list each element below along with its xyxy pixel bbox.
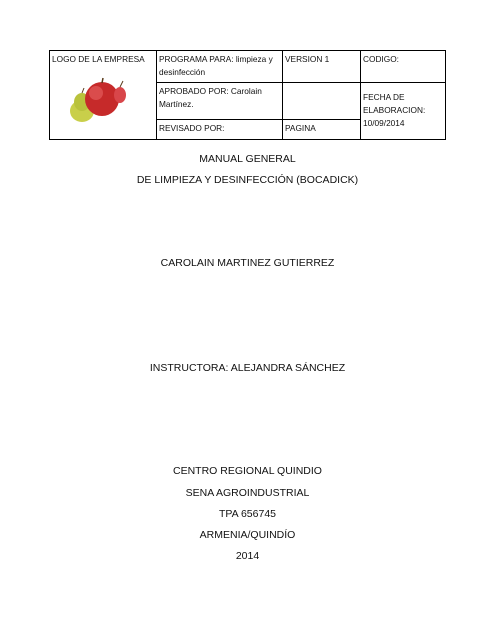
fecha-cell <box>361 83 446 140</box>
instructor-name: INSTRUCTORA: ALEJANDRA SÁNCHEZ <box>149 362 346 374</box>
codigo-cell: CODIGO: <box>361 51 446 83</box>
revisado-cell: REVISADO POR: <box>157 119 283 139</box>
pagina-cell: PAGINA <box>283 119 361 139</box>
title-line-1: MANUAL GENERAL <box>199 153 296 165</box>
center-name: CENTRO REGIONAL QUINDIO <box>173 465 322 477</box>
version-cell: VERSION 1 <box>283 51 361 83</box>
logo-cell <box>50 51 157 140</box>
aprobado-cell: APROBADO POR: Carolain Martínez. <box>157 83 283 119</box>
logo-label: LOGO DE LA EMPRESA <box>52 54 145 64</box>
year: 2014 <box>235 550 260 562</box>
fruit-logo-icon <box>60 77 130 127</box>
tpa-number: TPA 656745 <box>218 508 277 520</box>
author-name: CAROLAIN MARTINEZ GUTIERREZ <box>160 257 335 269</box>
fecha-label: FECHA DE ELABORACION: <box>363 92 426 116</box>
title-line-2: DE LIMPIEZA Y DESINFECCIÓN (BOCADICK) <box>136 174 359 186</box>
programa-cell: PROGRAMA PARA: limpieza y desinfección <box>157 51 283 83</box>
fecha-value: 10/09/2014 <box>363 118 405 129</box>
program-name: SENA AGROINDUSTRIAL <box>185 487 310 499</box>
empty-cell <box>283 83 361 119</box>
city-name: ARMENIA/QUINDÍO <box>199 529 296 541</box>
document-header-table <box>49 50 446 140</box>
